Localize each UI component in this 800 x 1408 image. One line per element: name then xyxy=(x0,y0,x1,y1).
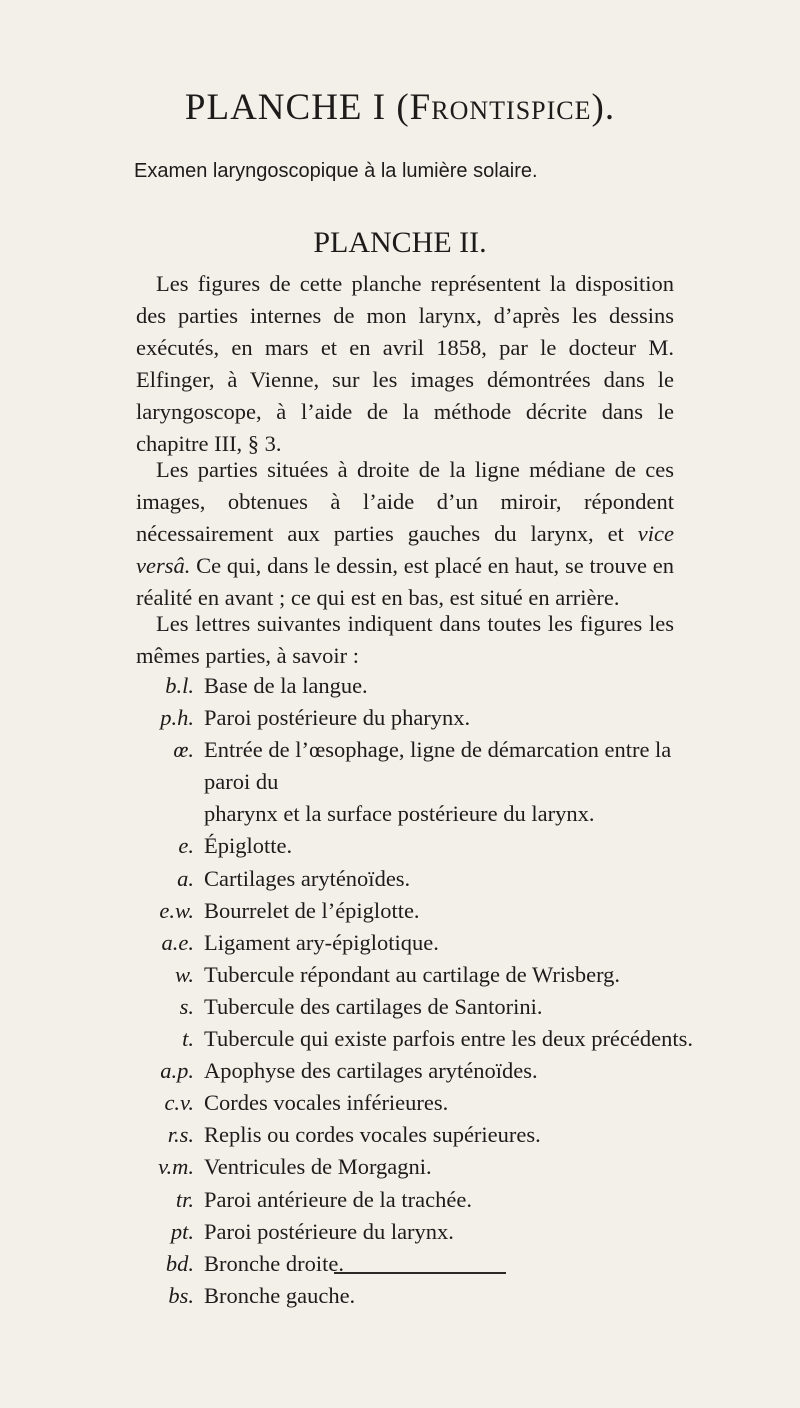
legend-description-text: Ventricules de Morgagni. xyxy=(204,1154,432,1180)
legend-description-text: Ligament ary-épiglotique. xyxy=(204,929,439,955)
legend-description xyxy=(204,1119,696,1151)
intro-paragraph: Les figures de cette planche représentent la disposition des parties internes de mon larynx, d’après les dessins exécutés, en mars et en avril 1858, par le docteur M. Elfinger, à Vienne, sur les images démontrées dans le laryngoscope, à l’aide de la méthode décrite dans le chapitre III, § 3. xyxy=(136,271,674,456)
legend-abbreviation: r.s. xyxy=(167,1122,194,1148)
legend-item xyxy=(136,734,696,830)
legend-abbreviation: c.v. xyxy=(164,1090,194,1116)
legend-item xyxy=(136,1087,696,1119)
legend-description xyxy=(204,895,696,927)
legend-description-text: Bronche droite. xyxy=(204,1250,344,1276)
legend-item xyxy=(136,1248,696,1280)
legend-item xyxy=(136,1119,696,1151)
legend-description-text: Cartilages aryténoïdes. xyxy=(204,865,411,891)
legend-intro-paragraph: Les lettres suivantes indiquent dans toutes les figures les mêmes parties, à savoir : xyxy=(136,611,674,668)
vice-versa-text: vice versâ. xyxy=(136,521,674,578)
legend-description-text: Tubercule qui existe parfois entre les deux précédents. xyxy=(204,1026,694,1052)
legend-description xyxy=(204,1280,696,1312)
legend-item xyxy=(136,1151,696,1183)
mirror-paragraph-after: Ce qui, dans le dessin, est placé en haut, se trouve en réalité en avant ; ce qui est en bas, est situé en arrière. xyxy=(136,553,674,610)
legend-description xyxy=(204,991,696,1023)
legend-abbreviation: t. xyxy=(182,1026,194,1052)
legend-item xyxy=(136,927,696,959)
legend-abbreviation: a.e. xyxy=(161,929,194,955)
legend-abbreviation: tr. xyxy=(175,1186,194,1212)
legend-item xyxy=(136,830,696,862)
plate1-title xyxy=(0,86,800,129)
plate1-caption: Examen laryngoscopique à la lumière solaire. xyxy=(134,160,538,182)
legend-description-text: Paroi postérieure du pharynx. xyxy=(204,705,471,731)
legend-description-text: Cordes vocales inférieures. xyxy=(204,1090,449,1116)
legend-description-text: Épiglotte. xyxy=(204,833,293,859)
plate1-title-paren: (Frontispice). xyxy=(396,87,616,128)
legend-description-text: Paroi antérieure de la trachée. xyxy=(204,1186,472,1212)
legend-abbreviation: s. xyxy=(179,993,194,1019)
legend-description-text: Entrée de l’œsophage, ligne de démarcation entre la paroi du xyxy=(204,737,672,795)
legend-item xyxy=(136,670,696,702)
mirror-paragraph xyxy=(136,454,674,614)
plate1-title-main: PLANCHE I xyxy=(184,87,387,128)
legend-description xyxy=(204,1248,696,1280)
legend-abbreviation: bs. xyxy=(168,1282,194,1308)
legend-description xyxy=(204,670,696,702)
legend-abbreviation: bd. xyxy=(165,1250,194,1276)
legend-abbreviation: pt. xyxy=(170,1218,194,1244)
legend-description-text: Base de la langue. xyxy=(204,673,368,698)
legend-description-text: Bronche gauche. xyxy=(204,1282,356,1308)
legend-item xyxy=(136,959,696,991)
legend-description xyxy=(204,1184,696,1216)
legend-description-text: Paroi postérieure du larynx. xyxy=(204,1218,454,1244)
legend-description xyxy=(204,830,696,862)
legend-abbreviation: b.l. xyxy=(165,673,194,698)
legend-description-continuation: pharynx et la surface postérieure du larynx. xyxy=(204,801,595,827)
legend-description-text: Bourrelet de l’épiglotte. xyxy=(204,897,420,923)
legend-description-text: Tubercule des cartilages de Santorini. xyxy=(204,993,543,1019)
legend-abbreviation: a. xyxy=(177,865,194,891)
legend-description xyxy=(204,1055,696,1087)
mirror-paragraph-before: Les parties situées à droite de la ligne médiane de ces images, obtenues à l’aide d’un miroir, répondent nécessairement aux parties gauches du larynx, et xyxy=(136,457,674,546)
legend-description xyxy=(204,702,696,734)
legend-abbreviation: a.p. xyxy=(160,1058,194,1084)
legend-description xyxy=(204,1023,696,1055)
legend-description-text: Apophyse des cartilages aryténoïdes. xyxy=(204,1058,538,1084)
legend-item xyxy=(136,1184,696,1216)
legend-item xyxy=(136,1055,696,1087)
legend-description xyxy=(204,863,696,895)
legend-description-text: Replis ou cordes vocales supérieures. xyxy=(204,1122,541,1148)
legend-list xyxy=(136,670,696,1312)
plate2-title: PLANCHE II. xyxy=(313,226,487,259)
legend-item xyxy=(136,1216,696,1248)
legend-abbreviation: v.m. xyxy=(158,1154,194,1180)
legend-abbreviation: w. xyxy=(175,961,194,987)
end-rule xyxy=(334,1272,506,1274)
legend-description-text: Tubercule répondant au cartilage de Wrisberg. xyxy=(204,961,621,987)
legend-description xyxy=(204,1151,696,1183)
legend-description xyxy=(204,1216,696,1248)
legend-abbreviation: e.w. xyxy=(159,897,194,923)
legend-abbreviation: e. xyxy=(178,833,194,859)
legend-item xyxy=(136,1280,696,1312)
legend-description xyxy=(204,1087,696,1119)
legend-item xyxy=(136,1023,696,1055)
legend-abbreviation: œ. xyxy=(173,737,194,763)
legend-description xyxy=(204,734,696,830)
legend-description xyxy=(204,959,696,991)
legend-item xyxy=(136,702,696,734)
legend-abbreviation: p.h. xyxy=(160,705,194,731)
legend-item xyxy=(136,991,696,1023)
legend-item xyxy=(136,895,696,927)
legend-description xyxy=(204,927,696,959)
legend-item xyxy=(136,863,696,895)
